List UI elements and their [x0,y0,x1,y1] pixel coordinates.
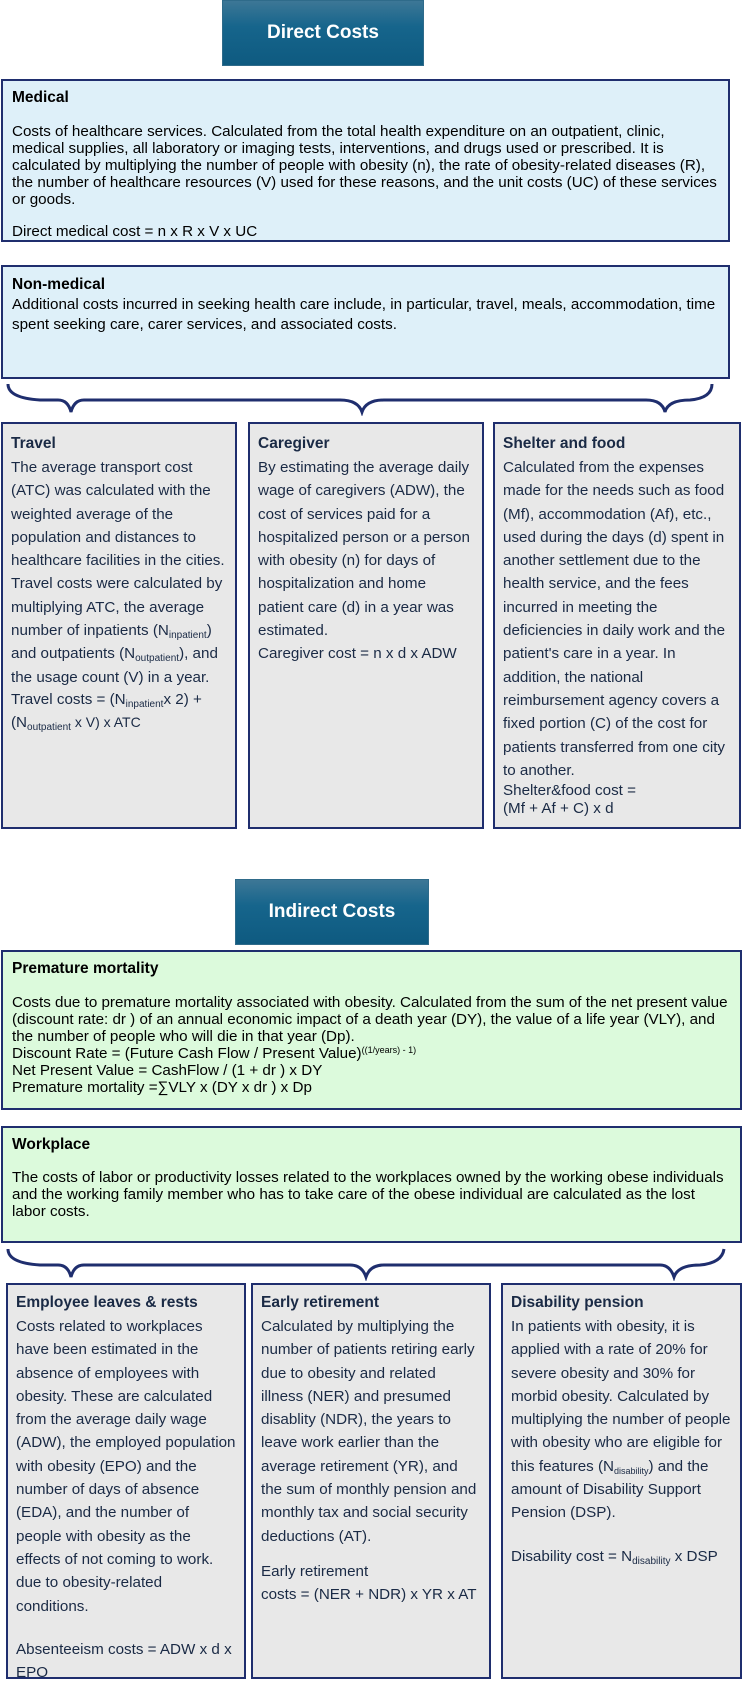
discount-rate-exponent: ((1/years) - 1) [361,1045,417,1055]
non-medical-box [1,265,730,379]
shelter-food-box [493,422,741,829]
npv-formula: Net Present Value = CashFlow / (1 + dr ) x DY [12,1062,323,1079]
workplace-title: Workplace [12,1136,91,1153]
disability-formula-part: x DSP [670,1547,718,1565]
disability-pension-box [501,1283,742,1679]
disability-body-part: ) and the amount of Disability Support Pension (DSP). [511,1457,709,1522]
travel-title: Travel [11,435,56,452]
travel-formula [11,689,227,734]
direct-costs-title: Direct Costs [267,22,379,43]
disability-formula [511,1545,732,1568]
medical-body: Costs of healthcare services. Calculated from the total health expenditure on an outpatient, clinic, medical supplies, all laboratory or imaging tests, interventions, and drugs used or prescribed. It is calculated by multiplying the number of people with obesity (n), the rate of obesity-related diseases (R), the number of healthcare resources (V) used for these reasons, and the unit costs (UC) of these services or goods. [12,123,717,208]
travel-formula-part: Travel costs = (N [11,690,126,708]
disability-body-part: In patients with obesity, it is applied with a rate of 20% for severe obesity and 30% for morbid obesity. Calculated by multiplying the number of people with obesity who are eligible for this features (N [511,1318,731,1475]
disability-formula-part: Disability cost = N [511,1547,633,1565]
absenteeism-formula: Absenteeism costs = ADW x d x EPO [16,1640,232,1682]
travel-body [11,456,227,689]
disability-pension-title: Disability pension [511,1294,644,1311]
employee-leaves-title: Employee leaves & rests [16,1294,198,1311]
shelter-food-title: Shelter and food [503,435,626,452]
medical-title: Medical [12,89,69,106]
disability-pension-body [511,1315,732,1525]
early-retirement-title: Early retirement [261,1294,380,1311]
travel-body-part: The average transport cost (ATC) was calculated with the weighted average of the population and distances to healthcare facilities in the cities. Travel costs were calculated by multiplying ATC, the average number of inpatients (N [11,459,225,640]
travel-sub-outpatient: outpatient [135,653,180,665]
disability-sub: disability [613,1465,649,1476]
medical-formula: Direct medical cost = n x R x V x UC [12,223,258,240]
premature-mortality-box [1,950,742,1110]
travel-formula-sub-outpatient: outpatient [27,721,71,733]
indirect-costs-title: Indirect Costs [268,901,396,922]
travel-body-part: ), and the usage count (V) in a year. [11,645,218,686]
early-retirement-box [251,1283,491,1679]
employee-leaves-body: Costs related to workplaces have been estimated in the absence of employees with obesity. These are calculated from the average daily wage (ADW), the employed population with obesity (EPO) and the number of days of absence (EDA), and the number of people with obesity as the effects of not coming to work. due to obesity-related conditions. [16,1318,236,1615]
shelter-food-body: Calculated from the expenses made for the needs such as food (Mf), accommodation (Af), etc., used during the days (d) spent in another settlement due to the health service, and the fees incurred in meeting the deficiencies in daily work and the patient's care in a year. In addition, the national reimbursement agency covers a fixed portion (C) of the cost for patients transferred from one city to another. [503,459,726,779]
direct-costs-header [222,0,424,66]
travel-formula-part: x V) x ATC [70,713,141,730]
premature-mortality-body: Costs due to premature mortality associated with obesity. Calculated from the sum of the net present value (discount rate: dr ) of an annual economic impact of a death year (DY), the value of a life year (VLY), and the number of people who will die in that year (Dp). [12,994,728,1045]
travel-box [1,422,237,829]
discount-rate-text: Discount Rate = (Future Cash Flow / Present Value) [12,1045,362,1062]
shelter-food-formula [503,782,731,818]
non-medical-body: Additional costs incurred in seeking health care include, in particular, travel, meals, accommodation, time spent seeking care, carer services, and associated costs. [12,296,716,333]
discount-rate-formula [12,1045,731,1062]
disability-formula-sub: disability [632,1555,671,1567]
employee-leaves-box [6,1283,246,1682]
premature-mortality-title: Premature mortality [12,960,159,977]
caregiver-body: By estimating the average daily wage of caregivers (ADW), the cost of services paid for a hospitalized person or a person with obesity (n) for days of hospitalization and home patient care (d) in a year was estimated. [258,459,470,640]
early-retirement-formula-part: Early retirement [261,1562,369,1580]
early-retirement-body: Calculated by multiplying the number of patients retiring early due to obesity and related illness (NER) and presumed disablity (NDR), the years to leave work earlier than the average retirement (YR), and the sum of monthly pension and monthly tax and social security deductions (AT). [261,1318,477,1545]
caregiver-box [248,422,484,829]
indirect-brace-icon [0,1245,742,1281]
premature-mortality-formula: Premature mortality =∑VLY x (DY x dr ) x Dp [12,1079,312,1096]
travel-sub-inpatient: inpatient [168,630,207,642]
workplace-box [1,1126,742,1243]
travel-formula-sub-inpatient: inpatient [125,698,164,710]
shelter-formula-part: Shelter&food cost = [503,782,636,800]
direct-brace-icon [0,380,742,416]
caregiver-formula: Caregiver cost = n x d x ADW [258,645,457,663]
non-medical-title: Non-medical [12,276,106,293]
early-retirement-formula-part: costs = (NER + NDR) x YR x AT [261,1586,477,1604]
indirect-costs-header [235,879,429,945]
medical-box [1,79,730,242]
early-retirement-formula [261,1560,481,1607]
shelter-formula-part: (Mf + Af + C) x d [503,800,614,818]
caregiver-title: Caregiver [258,435,330,452]
travel-body-part: ) and outpatients (N [11,622,212,663]
workplace-body: The costs of labor or productivity losses related to the workplaces owned by the working obese individuals and the working family member who has to take care of the obese individual are calculated as the lost labor costs. [12,1169,724,1220]
travel-formula-part: x 2) + (N [11,690,202,731]
